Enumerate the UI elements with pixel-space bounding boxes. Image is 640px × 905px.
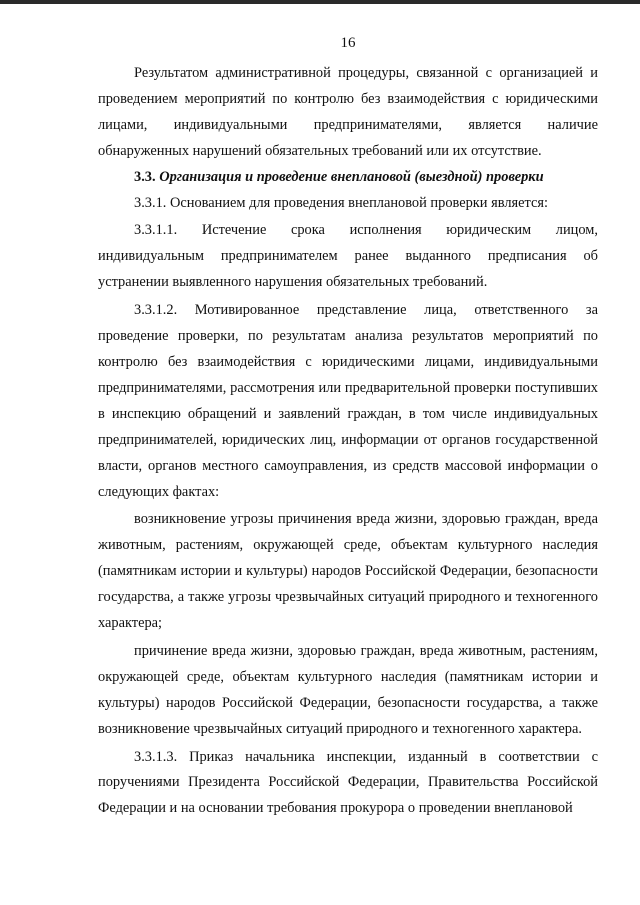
paragraph-3-3-1: 3.3.1. Основанием для проведения внеплановой проверки является: bbox=[134, 194, 548, 211]
paragraph-3-3-1-2: 3.3.1.2. Мотивированное представление лица, ответственного за проведение проверки, по результатам анализа результатов мероприятий по контролю без взаимодействия с юридическими лицами, индивидуальными предпринимателями, рассмотрения или предварительной проверки поступивших в инспекцию обращений и заявлений граждан, в том числе индивидуальных предпринимателей, юридических лиц, информации от органов государственной власти, органов местного самоуправления, из средств массовой информации о следующих фактах: bbox=[98, 302, 598, 500]
paragraph-threat: возникновение угрозы причинения вреда жизни, здоровью граждан, вреда животным, растениям, окружающей среде, объектам культурного наследия (памятникам истории и культуры) народов Российской Федерации, безопасности государства, а также угрозы чрезвычайных ситуаций природного и техногенного характера; bbox=[98, 511, 598, 632]
top-border-line bbox=[0, 0, 640, 4]
document-body bbox=[98, 61, 598, 822]
paragraph-harm: причинение вреда жизни, здоровью граждан, вреда животным, растениям, окружающей среде, объектам культурного наследия (памятникам истории и культуры) народов Российской Федерации, безопасности государства, а также возникновение чрезвычайных ситуаций природного и техногенного характера. bbox=[98, 642, 598, 737]
section-heading-number: 3.3. bbox=[134, 168, 156, 185]
section-heading-3-3 bbox=[98, 165, 598, 191]
page-number: 16 bbox=[340, 35, 356, 51]
section-heading-text: Организация и проведение внеплановой (выездной) проверки bbox=[159, 168, 544, 185]
paragraph-result: Результатом административной процедуры, связанной с организацией и проведением мероприятий по контролю без взаимодействия с юридическими лицами, индивидуальными предпринимателями, является наличие обнаруженных нарушений обязательных требований или их отсутствие. bbox=[98, 65, 598, 159]
paragraph-3-3-1-3: 3.3.1.3. Приказ начальника инспекции, изданный в соответствии с поручениями Президента Российской Федерации, Правительства Российской Федерации и на основании требования прокурора о проведении внеплановой bbox=[98, 748, 598, 817]
paragraph-3-3-1-1: 3.3.1.1. Истечение срока исполнения юридическим лицом, индивидуальным предпринимателем ранее выданного предписания об устранении выявленного нарушения обязательных требований. bbox=[98, 222, 598, 291]
